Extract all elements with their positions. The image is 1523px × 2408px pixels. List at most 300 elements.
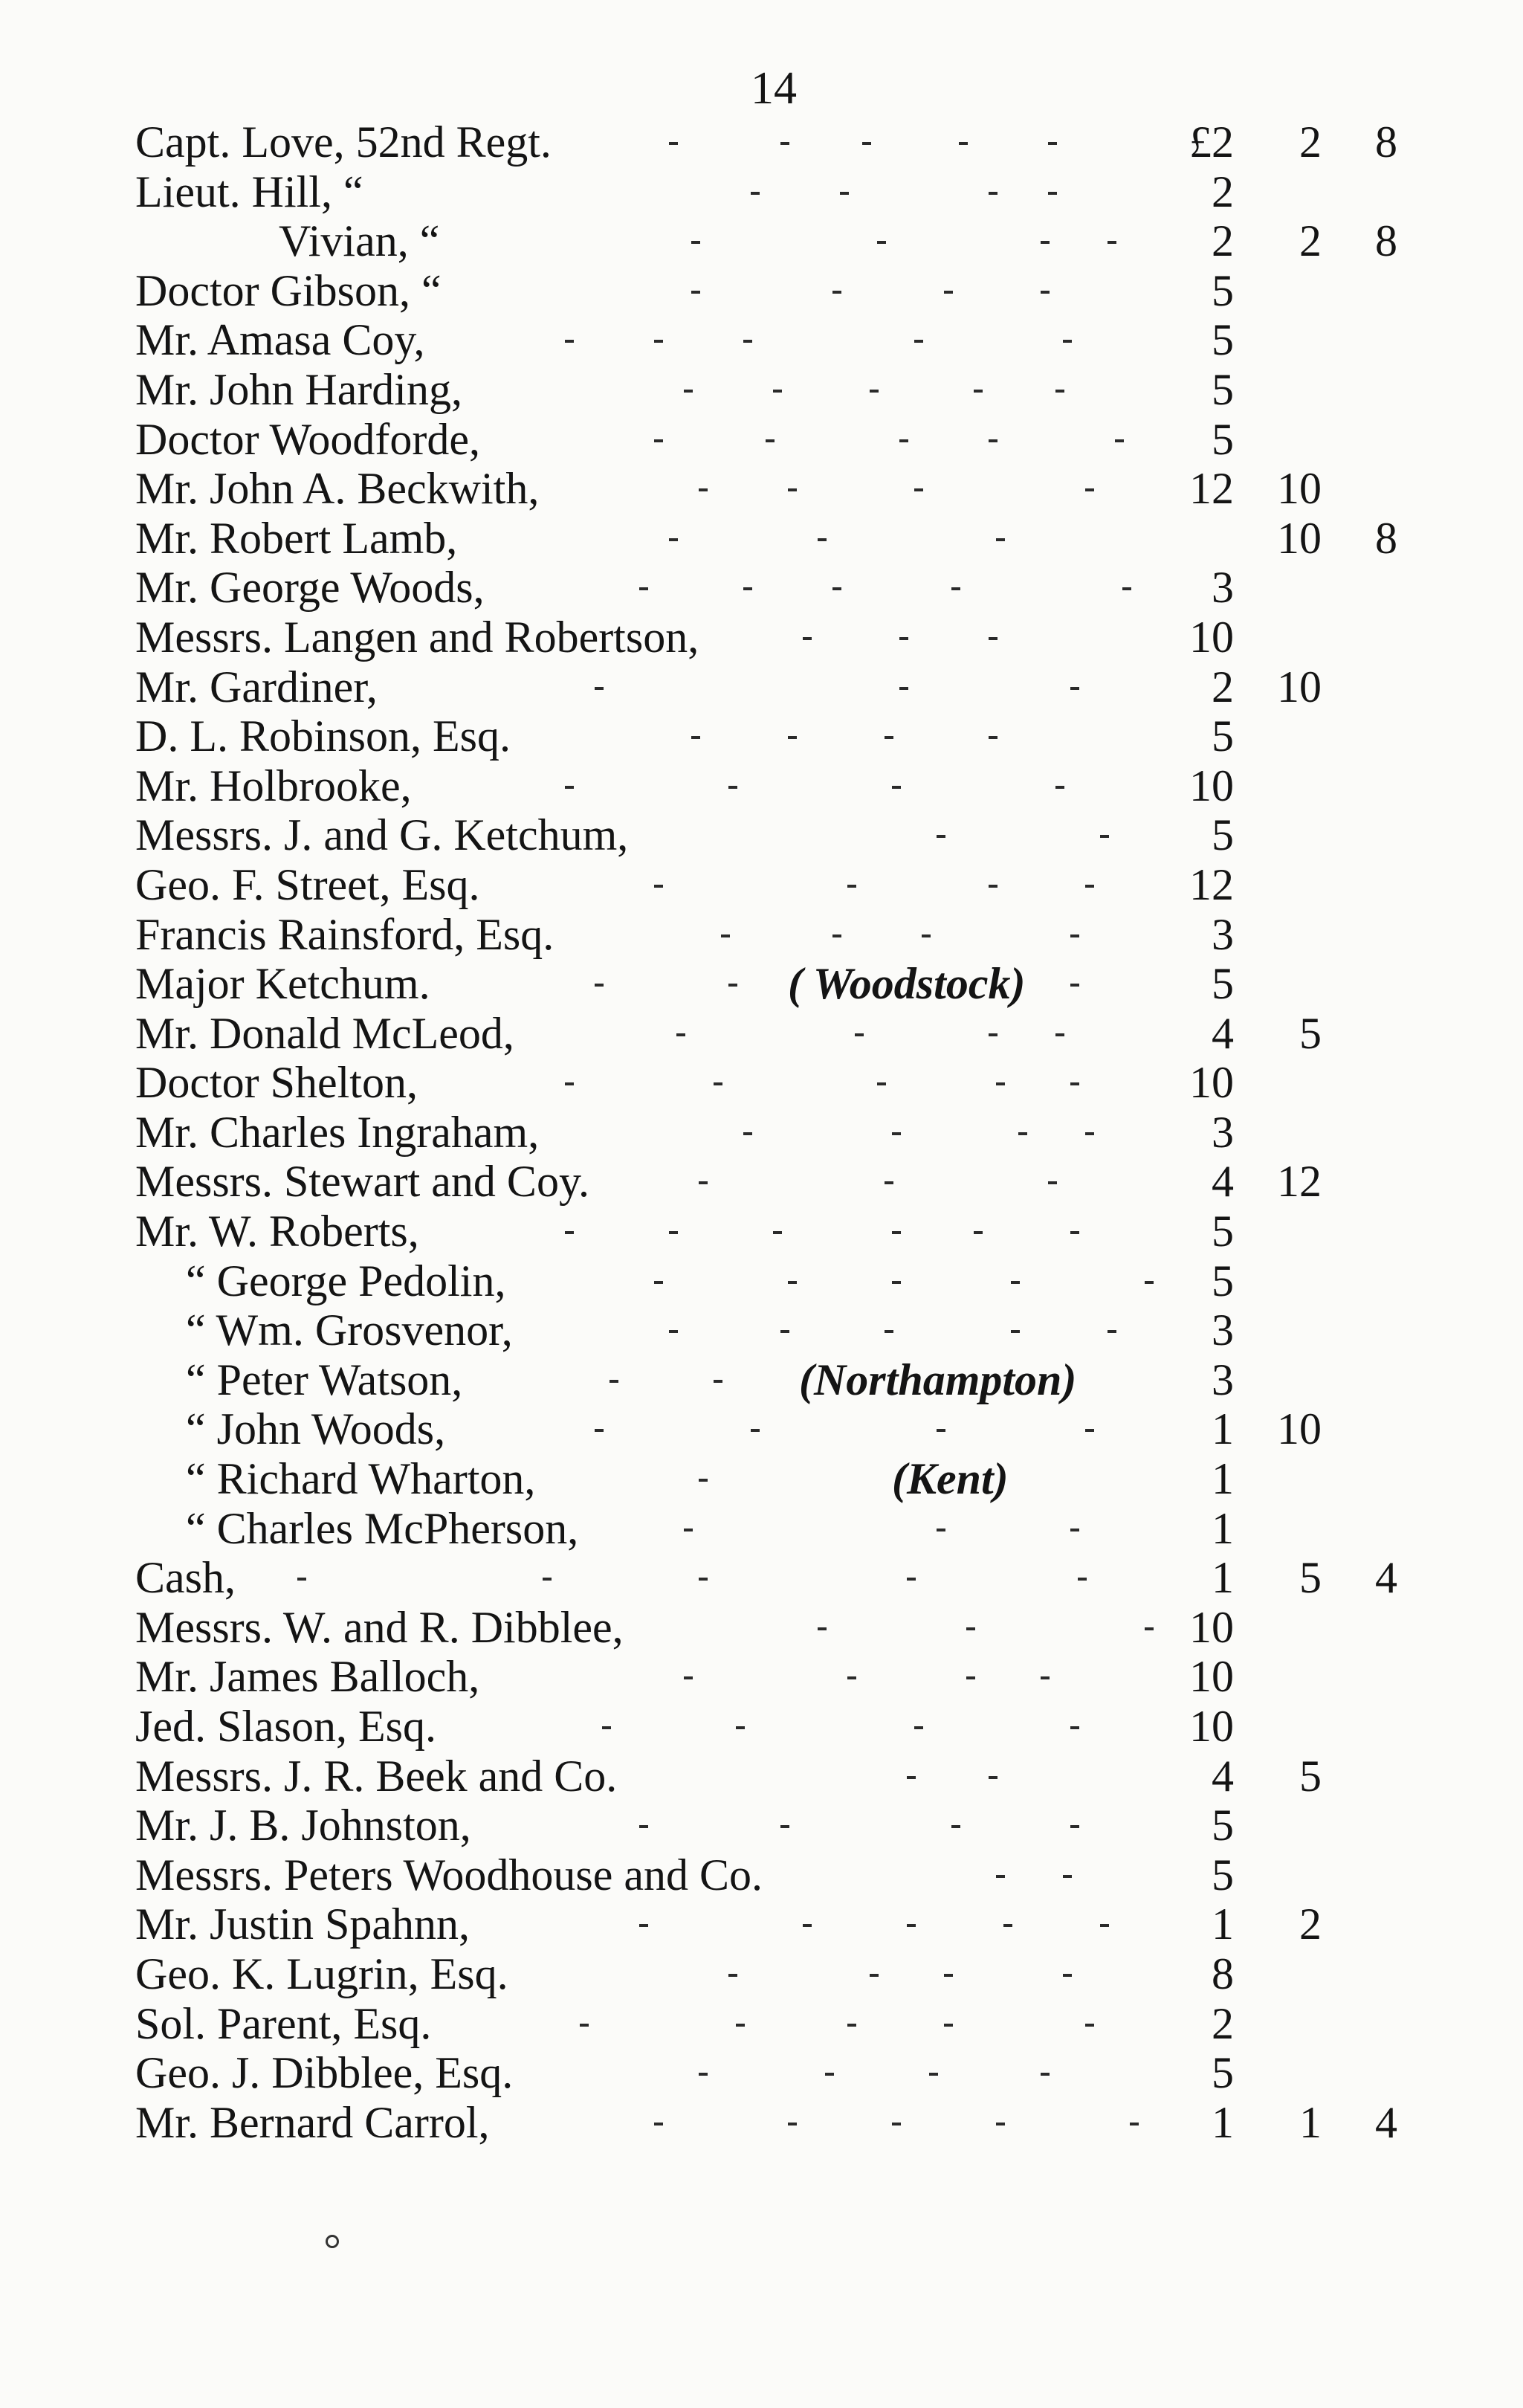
amount-shillings: 10 — [1277, 1404, 1322, 1454]
amount-pence: 4 — [1375, 2097, 1397, 2147]
leader-dash — [1063, 1974, 1072, 1977]
leader-dash — [728, 984, 737, 987]
leader-dash — [944, 291, 953, 294]
amount-shillings: 5 — [1299, 1553, 1322, 1603]
subscriber-name: Mr. George Woods, — [135, 563, 485, 613]
leader-dash — [684, 1529, 693, 1531]
amount-pounds: 5 — [1212, 414, 1234, 464]
leader-dash — [870, 390, 879, 393]
amount-pounds: 5 — [1212, 2048, 1234, 2098]
amount-pounds: 3 — [1212, 1305, 1234, 1355]
table-row — [0, 810, 1523, 860]
leader-dash — [669, 1330, 678, 1333]
amount-pounds: 1 — [1212, 1454, 1234, 1504]
leader-dash — [832, 935, 841, 937]
leader-dash — [989, 192, 997, 195]
leader-dash — [1048, 192, 1057, 195]
leader-dash — [773, 1231, 782, 1234]
leader-dash — [1070, 984, 1079, 987]
leader-dash — [565, 786, 574, 789]
leader-dash — [832, 291, 841, 294]
leader-dash — [966, 1627, 975, 1630]
table-row — [0, 662, 1523, 712]
subscriber-name: Mr. Robert Lamb, — [135, 513, 458, 563]
subscriber-name: Mr. Holbrooke, — [135, 761, 412, 810]
leader-dash — [788, 736, 797, 739]
amount-pounds: £2 — [1189, 117, 1234, 167]
leader-dash — [654, 885, 663, 888]
subscriber-name: Messrs. Peters Woodhouse and Co. — [135, 1850, 763, 1899]
amount-pounds: 5 — [1212, 1801, 1234, 1850]
table-row — [0, 1850, 1523, 1900]
subscriber-name: “ Wm. Grosvenor, — [186, 1305, 513, 1355]
amount-pounds: 2 — [1212, 1998, 1234, 2048]
table-row — [0, 266, 1523, 316]
amount-pounds: 5 — [1212, 1207, 1234, 1256]
leader-dash — [996, 1082, 1005, 1085]
amount-pounds: 3 — [1212, 1355, 1234, 1404]
subscriber-name: Mr. Bernard Carrol, — [135, 2097, 490, 2147]
table-row — [0, 959, 1523, 1009]
subscriber-list — [0, 117, 1523, 2147]
leader-dash — [885, 1181, 893, 1184]
table-row — [0, 117, 1523, 167]
amount-shillings: 5 — [1299, 1751, 1322, 1801]
amount-pounds: 3 — [1212, 1107, 1234, 1157]
leader-dash — [951, 587, 960, 590]
leader-dash — [699, 1181, 708, 1184]
leader-dash — [684, 1676, 693, 1679]
leader-dash — [721, 935, 730, 937]
amount-shillings: 1 — [1299, 2097, 1322, 2147]
leader-dash — [914, 340, 923, 343]
leader-dash — [974, 390, 983, 393]
leader-dash — [966, 1676, 975, 1679]
leader-dash — [832, 587, 841, 590]
amount-pounds: 5 — [1212, 364, 1234, 414]
leader-dash — [654, 439, 663, 442]
leader-dash — [639, 587, 648, 590]
leader-dash — [1063, 340, 1072, 343]
leader-dash — [714, 1380, 722, 1383]
leader-dash — [1070, 1825, 1079, 1828]
leader-dash — [580, 2024, 589, 2027]
leader-dash — [691, 291, 700, 294]
amount-pounds: 1 — [1212, 1899, 1234, 1949]
leader-dash — [847, 1676, 856, 1679]
leader-dash — [847, 2024, 856, 2027]
leader-dash — [996, 1875, 1005, 1878]
amount-pounds: 5 — [1212, 315, 1234, 365]
subscriber-name: “ George Pedolin, — [186, 1256, 506, 1305]
leader-dash — [1085, 488, 1094, 491]
leader-dash — [989, 1776, 997, 1779]
subscriber-name: Lieut. Hill, “ — [135, 167, 363, 216]
leader-dash — [684, 390, 693, 393]
amount-pounds: 5 — [1212, 265, 1234, 315]
amount-pounds: 12 — [1189, 464, 1234, 514]
amount-pounds: 5 — [1212, 1850, 1234, 1899]
amount-pounds: 1 — [1212, 1553, 1234, 1603]
leader-dash — [699, 2073, 708, 2076]
amount-pounds: 8 — [1212, 1949, 1234, 1998]
amount-pounds: 1 — [1212, 1503, 1234, 1553]
subscriber-name: Doctor Woodforde, — [135, 414, 480, 464]
page-number: 14 — [751, 63, 797, 114]
leader-dash — [937, 1529, 945, 1531]
leader-dash — [1070, 1726, 1079, 1729]
table-row — [0, 1752, 1523, 1801]
leader-dash — [944, 1974, 953, 1977]
amount-shillings: 10 — [1277, 464, 1322, 514]
leader-dash — [907, 1776, 916, 1779]
leader-dash — [937, 1429, 945, 1432]
amount-shillings: 2 — [1299, 216, 1322, 266]
table-row — [0, 1009, 1523, 1059]
leader-dash — [1048, 1181, 1057, 1184]
location-note: (Kent) — [892, 1454, 1009, 1504]
leader-dash — [639, 1825, 648, 1828]
leader-dash — [825, 2073, 834, 2076]
leader-dash — [892, 786, 901, 789]
leader-dash — [892, 1231, 901, 1234]
amount-shillings: 12 — [1277, 1157, 1322, 1207]
leader-dash — [1011, 1281, 1020, 1284]
leader-dash — [989, 1033, 997, 1036]
subscriber-name: “ Richard Wharton, — [186, 1454, 536, 1504]
table-row — [0, 1157, 1523, 1207]
leader-dash — [885, 736, 893, 739]
table-row — [0, 365, 1523, 415]
leader-dash — [728, 1974, 737, 1977]
table-row — [0, 2048, 1523, 2098]
amount-pounds: 10 — [1189, 1652, 1234, 1702]
leader-dash — [669, 538, 678, 541]
amount-pounds: 4 — [1212, 1008, 1234, 1058]
leader-dash — [1055, 786, 1064, 789]
leader-dash — [840, 192, 849, 195]
table-row — [0, 1058, 1523, 1108]
leader-dash — [1085, 1429, 1094, 1432]
leader-dash — [743, 340, 752, 343]
leader-dash — [892, 2123, 901, 2125]
subscriber-name: Mr. John Harding, — [135, 364, 462, 414]
subscriber-name: D. L. Robinson, Esq. — [135, 711, 511, 761]
subscriber-name: Messrs. W. and R. Dibblee, — [135, 1602, 624, 1652]
leader-dash — [892, 1281, 901, 1284]
leader-dash — [855, 1033, 864, 1036]
leader-dash — [914, 1726, 923, 1729]
amount-shillings: 10 — [1277, 513, 1322, 563]
subscriber-name: Messrs. Langen and Robertson, — [135, 612, 699, 662]
leader-dash — [885, 1330, 893, 1333]
table-row — [0, 1899, 1523, 1949]
leader-dash — [803, 637, 812, 640]
table-row — [0, 1404, 1523, 1454]
amount-pounds: 5 — [1212, 959, 1234, 1009]
amount-shillings: 2 — [1299, 117, 1322, 167]
leader-dash — [1063, 1875, 1072, 1878]
subscriber-name: Mr. Donald McLeod, — [135, 1008, 514, 1058]
leader-dash — [996, 538, 1005, 541]
table-row — [0, 1504, 1523, 1554]
leader-dash — [780, 1825, 789, 1828]
subscriber-name: Cash, — [135, 1553, 236, 1603]
leader-dash — [1018, 1132, 1027, 1135]
leader-dash — [699, 488, 708, 491]
leader-dash — [974, 1231, 983, 1234]
subscriber-name: Messrs. J. R. Beek and Co. — [135, 1751, 618, 1801]
amount-pounds: 10 — [1189, 1602, 1234, 1652]
leader-dash — [989, 637, 997, 640]
leader-dash — [595, 687, 604, 690]
table-row — [0, 860, 1523, 910]
leader-dash — [1100, 835, 1109, 838]
leader-dash — [766, 439, 775, 442]
leader-dash — [877, 241, 886, 244]
leader-dash — [1070, 1231, 1079, 1234]
amount-pence: 4 — [1375, 1553, 1397, 1603]
subscriber-name: “ Charles McPherson, — [186, 1503, 579, 1553]
leader-dash — [595, 1429, 604, 1432]
amount-shillings: 5 — [1299, 1008, 1322, 1058]
subscriber-name: Messrs. J. and G. Ketchum, — [135, 810, 629, 860]
subscriber-name: Geo. K. Lugrin, Esq. — [135, 1949, 508, 1998]
leader-dash — [1108, 1330, 1116, 1333]
leader-dash — [959, 142, 968, 145]
leader-dash — [907, 1578, 916, 1581]
amount-pounds: 1 — [1212, 2097, 1234, 2147]
leader-dash — [862, 142, 871, 145]
amount-pence: 8 — [1375, 513, 1397, 563]
leader-dash — [847, 885, 856, 888]
table-row — [0, 1108, 1523, 1158]
amount-pounds: 2 — [1212, 167, 1234, 216]
leader-dash — [654, 1281, 663, 1284]
amount-pounds: 10 — [1189, 761, 1234, 810]
leader-dash — [780, 142, 789, 145]
leader-dash — [818, 1627, 827, 1630]
amount-pounds: 10 — [1189, 612, 1234, 662]
leader-dash — [1041, 241, 1050, 244]
leader-dash — [669, 1231, 678, 1234]
leader-dash — [951, 1825, 960, 1828]
subscriber-name: Doctor Shelton, — [135, 1058, 418, 1108]
leader-dash — [922, 935, 931, 937]
leader-dash — [691, 736, 700, 739]
printer-mark — [326, 2235, 339, 2248]
leader-dash — [1085, 2024, 1094, 2027]
amount-pounds: 5 — [1212, 810, 1234, 860]
subscriber-name: Geo. J. Dibblee, Esq. — [135, 2048, 514, 2098]
table-row — [0, 1949, 1523, 1999]
table-row — [0, 1256, 1523, 1306]
table-row — [0, 761, 1523, 811]
subscriber-name: Geo. F. Street, Esq. — [135, 859, 480, 909]
leader-dash — [728, 786, 737, 789]
leader-dash — [1041, 1676, 1050, 1679]
table-row — [0, 613, 1523, 662]
leader-dash — [899, 637, 908, 640]
leader-dash — [565, 340, 574, 343]
subscriber-name: Mr. Charles Ingraham, — [135, 1107, 540, 1157]
leader-dash — [699, 1479, 708, 1482]
leader-dash — [989, 439, 997, 442]
table-row — [0, 1454, 1523, 1504]
table-row — [0, 1999, 1523, 2049]
subscriber-name: Mr. Justin Spahnn, — [135, 1899, 471, 1949]
leader-dash — [989, 885, 997, 888]
leader-dash — [1048, 142, 1057, 145]
table-row — [0, 216, 1523, 266]
amount-shillings: 2 — [1299, 1899, 1322, 1949]
amount-pounds: 4 — [1212, 1751, 1234, 1801]
leader-dash — [937, 835, 945, 838]
leader-dash — [989, 736, 997, 739]
subscriber-name: Mr. Gardiner, — [135, 662, 378, 711]
table-row — [0, 1652, 1523, 1702]
table-row — [0, 711, 1523, 761]
subscriber-name: Messrs. Stewart and Coy. — [135, 1157, 590, 1207]
leader-dash — [788, 1281, 797, 1284]
leader-dash — [736, 1726, 745, 1729]
leader-dash — [818, 538, 827, 541]
table-row — [0, 1355, 1523, 1405]
leader-dash — [736, 2024, 745, 2027]
leader-dash — [788, 2123, 797, 2125]
leader-dash — [996, 2123, 1005, 2125]
leader-dash — [892, 1132, 901, 1135]
leader-dash — [907, 1924, 916, 1927]
subscriber-name: Mr. Amasa Coy, — [135, 315, 425, 365]
subscriber-name: Francis Rainsford, Esq. — [135, 909, 554, 959]
amount-pounds: 3 — [1212, 909, 1234, 959]
leader-dash — [654, 340, 663, 343]
table-row — [0, 315, 1523, 365]
leader-dash — [803, 1924, 812, 1927]
leader-dash — [676, 1033, 685, 1036]
table-row — [0, 514, 1523, 564]
leader-dash — [899, 439, 908, 442]
subscriber-name: Jed. Slason, Esq. — [135, 1702, 436, 1751]
amount-pounds: 10 — [1189, 1058, 1234, 1108]
leader-dash — [899, 687, 908, 690]
table-row — [0, 167, 1523, 217]
leader-dash — [1085, 1132, 1094, 1135]
leader-dash — [609, 1380, 618, 1383]
leader-dash — [743, 587, 752, 590]
leader-dash — [870, 1974, 879, 1977]
leader-dash — [877, 1082, 886, 1085]
leader-dash — [1070, 1082, 1079, 1085]
amount-pounds: 5 — [1212, 711, 1234, 761]
leader-dash — [944, 2024, 953, 2027]
leader-dash — [1011, 1330, 1020, 1333]
amount-pounds: 4 — [1212, 1157, 1234, 1207]
table-row — [0, 1305, 1523, 1355]
leader-dash — [602, 1726, 611, 1729]
leader-dash — [1115, 439, 1124, 442]
subscriber-name: Mr. W. Roberts, — [135, 1207, 419, 1256]
subscriber-name: Mr. James Balloch, — [135, 1652, 480, 1702]
leader-dash — [714, 1082, 722, 1085]
leader-dash — [1041, 2073, 1050, 2076]
leader-dash — [595, 984, 604, 987]
leader-dash — [788, 488, 797, 491]
table-row — [0, 1801, 1523, 1850]
location-note: (Northampton) — [799, 1355, 1077, 1404]
subscriber-name: Sol. Parent, Esq. — [135, 1998, 432, 2048]
subscriber-name: “ Peter Watson, — [186, 1355, 463, 1404]
leader-dash — [699, 1578, 708, 1581]
amount-pounds: 2 — [1212, 662, 1234, 711]
leader-dash — [669, 142, 678, 145]
location-note: ( Woodstock) — [788, 959, 1026, 1009]
leader-dash — [639, 1924, 648, 1927]
leader-dash — [780, 1330, 789, 1333]
leader-dash — [1055, 390, 1064, 393]
leader-dash — [1078, 1578, 1087, 1581]
table-row — [0, 2098, 1523, 2148]
leader-dash — [914, 488, 923, 491]
amount-pence: 8 — [1375, 117, 1397, 167]
leader-dash — [1055, 1033, 1064, 1036]
subscriber-name: Doctor Gibson, “ — [135, 265, 442, 315]
subscriber-name: Mr. J. B. Johnston, — [135, 1801, 471, 1850]
table-row — [0, 1603, 1523, 1653]
amount-pounds: 1 — [1212, 1404, 1234, 1454]
leader-dash — [751, 1429, 760, 1432]
leader-dash — [565, 1231, 574, 1234]
subscriber-name: Capt. Love, 52nd Regt. — [135, 117, 552, 167]
table-row — [0, 1207, 1523, 1256]
leader-dash — [1100, 1924, 1109, 1927]
amount-pence: 8 — [1375, 216, 1397, 266]
leader-dash — [1070, 687, 1079, 690]
leader-dash — [1041, 291, 1050, 294]
leader-dash — [751, 192, 760, 195]
amount-pounds: 3 — [1212, 563, 1234, 613]
amount-pounds: 2 — [1212, 216, 1234, 266]
subscriber-name: Mr. John A. Beckwith, — [135, 464, 540, 514]
amount-pounds: 10 — [1189, 1702, 1234, 1751]
leader-dash — [929, 2073, 938, 2076]
amount-shillings: 10 — [1277, 662, 1322, 711]
leader-dash — [1070, 935, 1079, 937]
leader-dash — [1003, 1924, 1012, 1927]
table-row — [0, 910, 1523, 960]
table-row — [0, 415, 1523, 465]
leader-dash — [565, 1082, 574, 1085]
leader-dash — [543, 1578, 552, 1581]
subscriber-name: Vivian, “ — [279, 216, 440, 266]
leader-dash — [1108, 241, 1116, 244]
amount-pounds: 12 — [1189, 859, 1234, 909]
leader-dash — [654, 2123, 663, 2125]
table-row — [0, 1702, 1523, 1752]
leader-dash — [297, 1578, 306, 1581]
leader-dash — [691, 241, 700, 244]
subscriber-name: Major Ketchum. — [135, 959, 430, 1009]
leader-dash — [1070, 1529, 1079, 1531]
amount-pounds: 5 — [1212, 1256, 1234, 1305]
table-row — [0, 1553, 1523, 1603]
leader-dash — [1085, 885, 1094, 888]
subscriber-name: “ John Woods, — [186, 1404, 446, 1454]
table-row — [0, 563, 1523, 613]
leader-dash — [743, 1132, 752, 1135]
leader-dash — [773, 390, 782, 393]
